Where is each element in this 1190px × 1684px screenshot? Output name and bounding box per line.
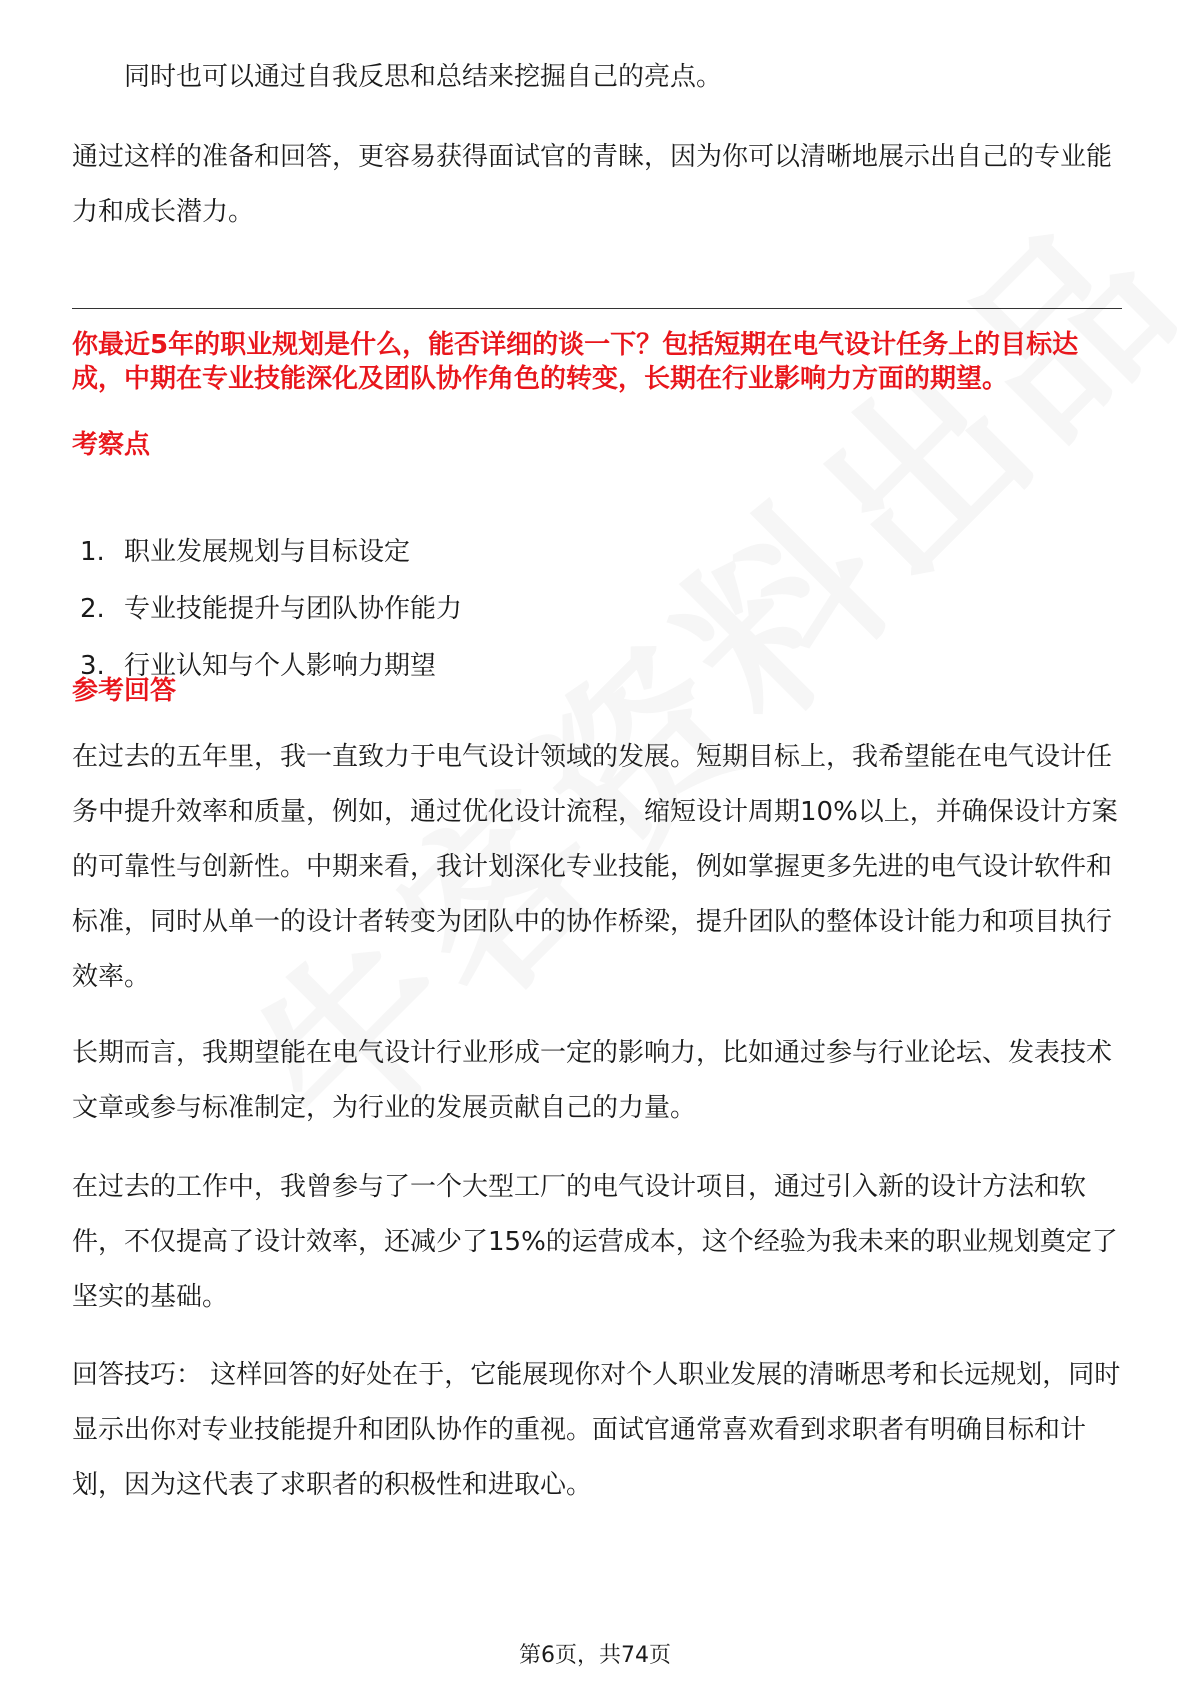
answer-title: 参考回答 (72, 676, 177, 706)
answer-tips-paragraph: 回答技巧： 这样回答的好处在于，它能展现你对个人职业发展的清晰思考和长远规划，同时显示出你对专业技能提升和团队协作的重视。面试官通常喜欢看到求职者有明确目标和计划，因为这代表了求职者的积极性和进取心。 (72, 1360, 1121, 1500)
summary-paragraph: 通过这样的准备和回答，更容易获得面试官的青睐，因为你可以清晰地展示出自己的专业能力和成长潜力。 (72, 142, 1113, 227)
question-heading: 你最近5年的职业规划是什么，能否详细的谈一下？包括短期在电气设计任务上的目标达成，中期在专业技能深化及团队协作角色的转变，长期在行业影响力方面的期望。 (72, 330, 1079, 394)
focus-list (80, 524, 462, 695)
focus-title: 考察点 (72, 430, 151, 460)
section-divider (72, 308, 1122, 309)
answer-paragraph: 在过去的五年里，我一直致力于电气设计领域的发展。短期目标上，我希望能在电气设计任务中提升效率和质量，例如，通过优化设计流程，缩短设计周期10%以上，并确保设计方案的可靠性与创新性。中期来看，我计划深化专业技能，例如掌握更多先进的电气设计软件和标准，同时从单一的设计者转变为团队中的协作桥梁，提升团队的整体设计能力和项目执行效率。 (72, 742, 1118, 992)
page-number: 第6页，共74页 (519, 1643, 671, 1668)
answer-paragraph: 在过去的工作中，我曾参与了一个大型工厂的电气设计项目，通过引入新的设计方法和软件，不仅提高了设计效率，还减少了15%的运营成本，这个经验为我未来的职业规划奠定了坚实的基础。 (72, 1172, 1118, 1312)
answer-paragraph: 长期而言，我期望能在电气设计行业形成一定的影响力，比如通过参与行业论坛、发表技术文章或参与标准制定，为行业的发展贡献自己的力量。 (72, 1038, 1113, 1123)
list-item: 1. 职业发展规划与目标设定 (80, 537, 411, 567)
intro-line: 同时也可以通过自我反思和总结来挖掘自己的亮点。 (124, 62, 723, 92)
list-item: 3. 行业认知与个人影响力期望 (80, 651, 437, 681)
list-item: 2. 专业技能提升与团队协作能力 (80, 594, 463, 624)
